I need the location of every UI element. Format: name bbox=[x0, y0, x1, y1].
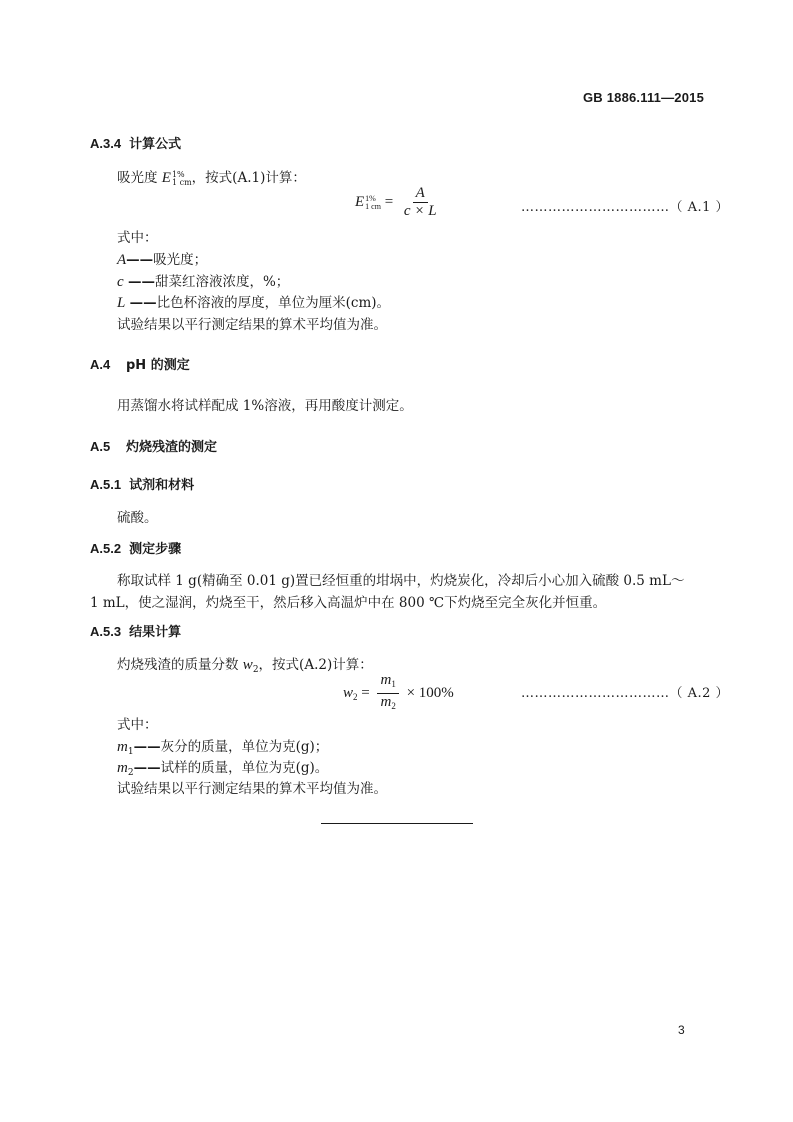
intro-tail: ，按式(A.1)计算： bbox=[191, 170, 306, 186]
definition: 试样的质量，单位为克(g)。 bbox=[160, 760, 329, 776]
dash: —— bbox=[133, 739, 161, 755]
formula-lhs-indices bbox=[365, 195, 381, 211]
superscript: 1% bbox=[171, 169, 185, 179]
symbol: m bbox=[380, 694, 392, 710]
section-a34-heading bbox=[90, 133, 181, 152]
subscript: 2 bbox=[391, 701, 396, 711]
standard-code: GB 1886.111—2015 bbox=[583, 90, 705, 105]
section-number: A.5.3 bbox=[90, 624, 122, 639]
equation-number-a2: ……………………………（ A.2 ） bbox=[521, 686, 730, 701]
symbol: m bbox=[117, 760, 128, 776]
symbol-e-indices bbox=[172, 171, 192, 187]
fraction-denominator: c × L bbox=[403, 203, 437, 219]
section-number: A.4 bbox=[90, 357, 111, 372]
fraction-denominator bbox=[377, 694, 398, 714]
section-a52-body-line1: 称取试样 1 g(精确至 0.01 g)置已经恒重的坩埚中，灼烧炭化，冷却后小心加入硫酸 0.5 mL～ bbox=[117, 573, 685, 589]
definition: 比色杯溶液的厚度，单位为厘米(cm)。 bbox=[156, 295, 391, 311]
where-label: 式中： bbox=[117, 717, 158, 733]
section-number: A.3.4 bbox=[90, 136, 122, 151]
where-item-m2 bbox=[117, 756, 328, 778]
section-a52-body-line2: 1 mL，使之湿润，灼烧至干，然后移入高温炉中在 800 ℃下灼烧至完全灰化并恒重。 bbox=[90, 595, 607, 611]
section-a4-heading bbox=[90, 354, 190, 373]
section-title: 测定步骤 bbox=[129, 542, 182, 557]
equals-sign: = bbox=[361, 684, 370, 701]
section-title: 结果计算 bbox=[129, 625, 182, 640]
section-a5-heading bbox=[90, 436, 217, 455]
section-title: pH 的测定 bbox=[126, 358, 190, 373]
fraction-numerator: A bbox=[413, 186, 428, 203]
subscript: 1 bbox=[391, 679, 396, 689]
symbol: L bbox=[117, 295, 126, 311]
definition: 吸光度； bbox=[153, 252, 208, 268]
where-item-m1 bbox=[117, 735, 328, 757]
superscript: 1% bbox=[365, 193, 376, 203]
result-note-a2: 试验结果以平行测定结果的算术平均值为准。 bbox=[117, 781, 387, 797]
intro-tail: ，按式(A.2)计算： bbox=[258, 657, 373, 673]
dash: —— bbox=[126, 252, 154, 268]
where-item-c bbox=[117, 270, 289, 291]
symbol-w: w bbox=[242, 657, 253, 673]
definition: 甜菜红溶液浓度，%； bbox=[154, 274, 290, 290]
section-a52-heading bbox=[90, 538, 181, 557]
intro-text: 吸光度 bbox=[117, 170, 162, 186]
formula-lhs: E bbox=[355, 193, 365, 210]
fraction bbox=[401, 186, 440, 219]
fraction-numerator bbox=[377, 673, 398, 694]
intro-text: 灼烧残渣的质量分数 bbox=[117, 657, 243, 673]
symbol: m bbox=[380, 672, 392, 688]
subscript: 1 bbox=[127, 747, 134, 757]
result-note-a1: 试验结果以平行测定结果的算术平均值为准。 bbox=[117, 317, 387, 333]
page-number: 3 bbox=[678, 1023, 685, 1037]
symbol: m bbox=[117, 739, 128, 755]
subscript: 2 bbox=[252, 665, 259, 675]
dash: —— bbox=[129, 295, 157, 311]
section-title: 灼烧残渣的测定 bbox=[126, 440, 218, 455]
section-number: A.5.1 bbox=[90, 477, 122, 492]
dash: —— bbox=[127, 274, 155, 290]
formula-a2-intro bbox=[117, 653, 373, 675]
section-number: A.5 bbox=[90, 439, 111, 454]
fraction bbox=[377, 673, 398, 714]
section-a51-heading bbox=[90, 474, 194, 493]
section-number: A.5.2 bbox=[90, 541, 122, 556]
formula-a2 bbox=[343, 673, 454, 714]
subscript: 2 bbox=[353, 691, 358, 702]
dash: —— bbox=[133, 760, 161, 776]
formula-a1 bbox=[355, 186, 444, 219]
section-a53-heading bbox=[90, 621, 181, 640]
section-a4-body: 用蒸馏水将试样配成 1%溶液，再用酸度计测定。 bbox=[117, 398, 413, 414]
symbol: c bbox=[117, 274, 124, 290]
symbol-e: E bbox=[161, 170, 171, 186]
subscript: 2 bbox=[127, 768, 134, 778]
where-label: 式中： bbox=[117, 230, 158, 246]
section-title: 计算公式 bbox=[129, 137, 182, 152]
subscript: 1 cm bbox=[171, 177, 192, 187]
definition: 灰分的质量，单位为克(g)； bbox=[160, 739, 329, 755]
section-a51-body: 硫酸。 bbox=[117, 510, 158, 526]
where-item-l bbox=[117, 291, 390, 312]
percent-factor: × 100% bbox=[406, 684, 454, 701]
section-title: 试剂和材料 bbox=[129, 478, 195, 493]
equals-sign: = bbox=[384, 193, 394, 210]
formula-lhs: w bbox=[343, 684, 354, 701]
formula-a1-intro bbox=[117, 166, 306, 187]
equation-number-a1: ……………………………（ A.1 ） bbox=[521, 200, 730, 215]
symbol: A bbox=[117, 252, 127, 268]
subscript: 1 cm bbox=[365, 201, 381, 211]
where-item-a bbox=[117, 248, 207, 269]
end-of-document-rule bbox=[321, 823, 473, 824]
